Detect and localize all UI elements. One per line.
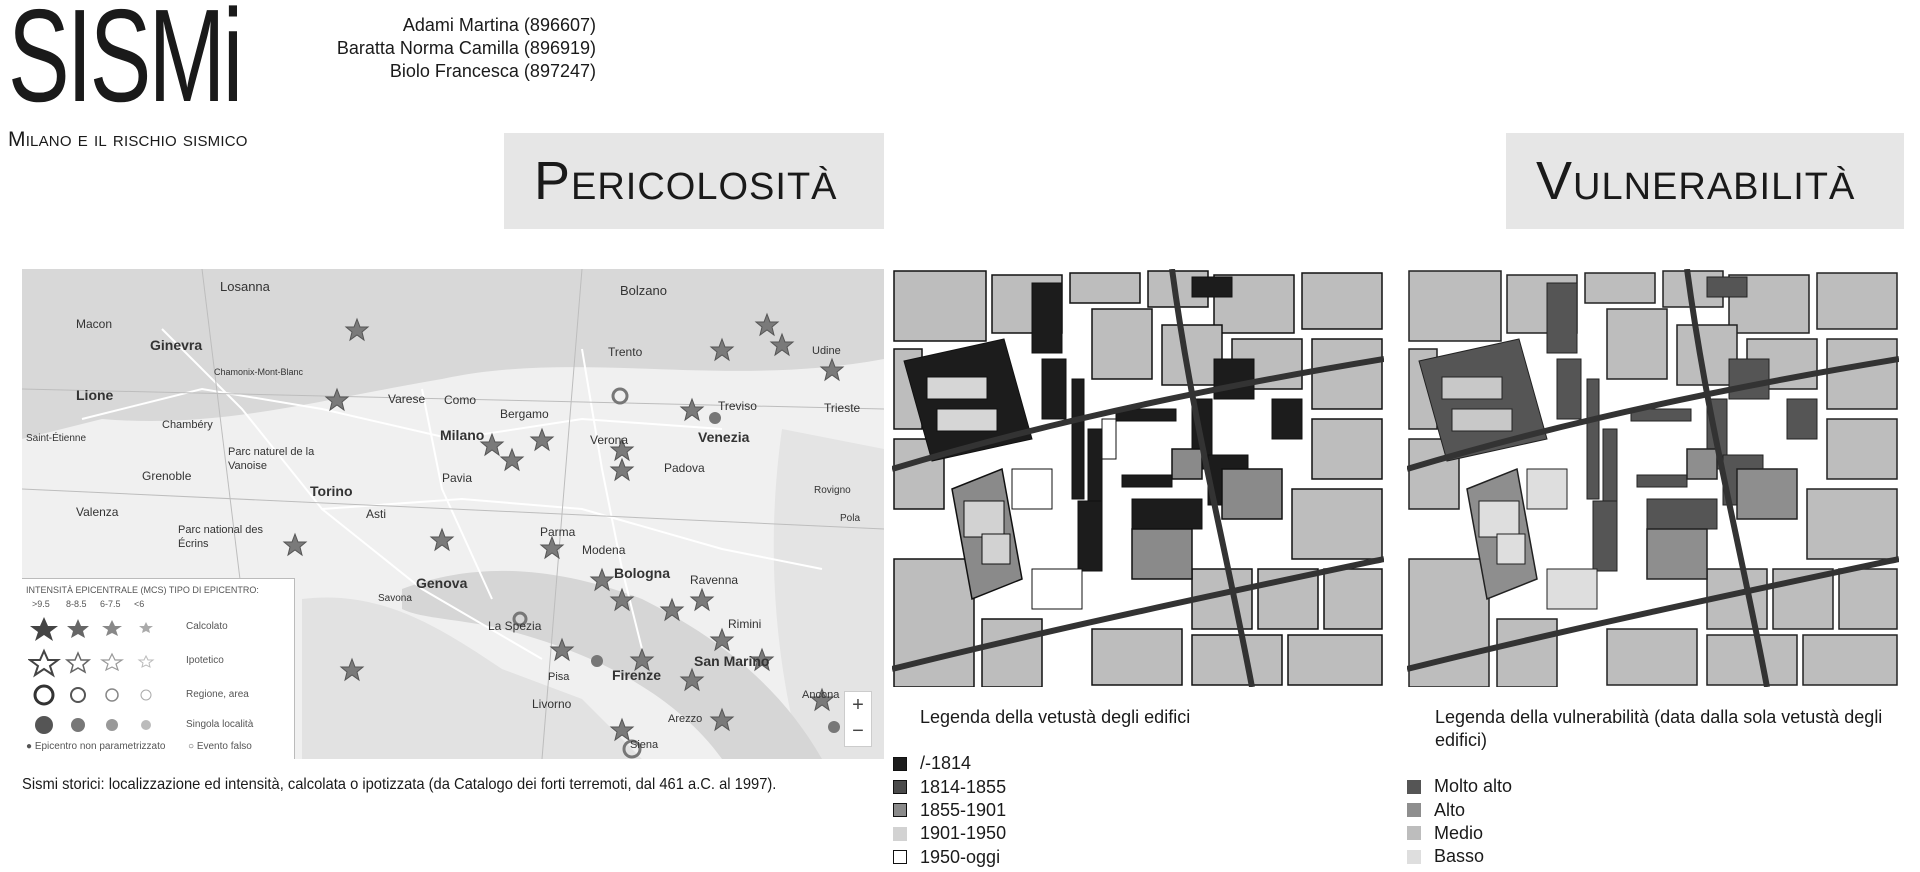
map-label-trento: Trento (608, 345, 643, 359)
zoom-out-button[interactable]: − (852, 720, 864, 742)
subtitle: Milano e il rischio sismico (8, 128, 248, 151)
map-label-la-spezia: La Spezia (488, 619, 542, 633)
author-2: Baratta Norma Camilla (896919) (336, 38, 596, 58)
age-legend-item (893, 846, 1006, 869)
map-label-modena: Modena (582, 543, 626, 557)
map-label-san-marino: San Marino (694, 653, 770, 669)
legend-type-localita: Singola località (186, 719, 254, 730)
vulnerability-map[interactable] (1407, 269, 1899, 687)
legend-type-ipotetico: Ipotetico (186, 655, 224, 666)
age-swatch-4 (893, 827, 907, 841)
age-swatch-1 (893, 757, 907, 771)
legend-class-1: >9.5 (32, 599, 50, 609)
map-label-verona: Verona (590, 433, 629, 447)
vuln-legend-item (1407, 822, 1512, 845)
map-label-padova: Padova (664, 461, 705, 475)
building-age-map[interactable] (892, 269, 1384, 687)
map-label-pavia: Pavia (442, 471, 473, 485)
legend-type-regione: Regione, area (186, 689, 249, 700)
age-legend-label: 1950-oggi (920, 846, 1001, 867)
age-legend-label: 1855-1901 (920, 799, 1007, 820)
section-title-vulnerability: Vulnerabilità (1506, 133, 1904, 229)
map-label-grenoble: Grenoble (142, 469, 192, 483)
vuln-legend-item (1407, 845, 1512, 868)
map-label-chamonix: Chamonix-Mont-Blanc (214, 367, 304, 377)
map-label-pola: Pola (840, 513, 861, 524)
logo: SISMi (8, 0, 241, 129)
vuln-legend-item (1407, 775, 1512, 798)
map-label-ancona: Ancona (802, 689, 840, 701)
building-age-map-canvas (892, 269, 1384, 687)
vulnerability-map-canvas (1407, 269, 1899, 687)
age-legend-label: 1814-1855 (920, 776, 1007, 797)
section-title-hazard: Pericolosità (504, 133, 884, 229)
map-label-bologna: Bologna (614, 565, 670, 581)
hazard-map[interactable] (22, 269, 884, 759)
map-label-bolzano: Bolzano (620, 283, 667, 298)
map-label-losanna: Losanna (220, 279, 270, 294)
age-swatch-5 (893, 850, 907, 864)
age-legend-item (893, 775, 1006, 798)
map-label-firenze: Firenze (612, 667, 662, 683)
authors-list (300, 14, 596, 83)
map-label-lione: Lione (76, 387, 114, 403)
age-legend-label: 1901-1950 (920, 823, 1007, 844)
map-label-bergamo: Bergamo (500, 407, 549, 421)
legend-type-calcolato: Calcolato (186, 621, 228, 632)
map-legend (22, 578, 295, 759)
age-legend-item (893, 799, 1006, 822)
map-label-varese: Varese (388, 392, 426, 406)
map-legend-header: INTENSITÀ EPICENTRALE (MCS) TIPO DI EPICENTRO: (26, 585, 259, 595)
vuln-legend-label: Alto (1434, 799, 1466, 820)
legend-class-4: <6 (134, 599, 145, 609)
age-legend-title: Legenda della vetustà degli edifici (920, 707, 1191, 727)
author-3: Biolo Francesca (897247) (389, 61, 596, 81)
author-1: Adami Martina (896607) (402, 15, 596, 35)
map-label-siena: Siena (630, 739, 659, 751)
vulnerability-legend-title: Legenda della vulnerabilità (data dalla sola vetustà degli edifici) (1435, 707, 1883, 750)
map-label-pisa: Pisa (548, 671, 570, 683)
vuln-legend-item (1407, 798, 1512, 821)
map-label-rimini: Rimini (728, 617, 762, 631)
age-legend-item (893, 822, 1006, 845)
map-label-livorno: Livorno (532, 697, 572, 711)
map-label-ecrins: Parc national des Écrins (178, 524, 263, 550)
legend-footer-right: ○ Evento falso (188, 741, 252, 752)
zoom-in-button[interactable]: + (852, 694, 864, 716)
map-label-saint-etienne: Saint-Étienne (26, 433, 87, 444)
map-label-valenza: Valenza (76, 505, 119, 519)
map-label-rovigno: Rovigno (814, 485, 851, 496)
map-label-chambery: Chambéry (162, 419, 213, 431)
map-label-ginevra: Ginevra (150, 337, 203, 353)
age-legend (893, 752, 1006, 869)
legend-class-3: 6-7.5 (100, 599, 121, 609)
map-label-torino: Torino (310, 483, 353, 499)
map-label-treviso: Treviso (718, 399, 757, 413)
vuln-legend-label: Basso (1434, 846, 1485, 867)
map-label-milano: Milano (440, 427, 485, 443)
map-label-udine: Udine (812, 345, 841, 357)
map-label-como: Como (444, 393, 477, 407)
legend-symbols (28, 613, 178, 743)
map-label-parma: Parma (540, 525, 576, 539)
map-label-savona: Savona (378, 593, 412, 604)
vuln-swatch-1 (1407, 780, 1421, 794)
vuln-legend-label: Medio (1434, 822, 1484, 843)
map-label-trieste: Trieste (824, 401, 861, 415)
vuln-swatch-3 (1407, 826, 1421, 840)
legend-footer-left: ● Epicentro non parametrizzato (26, 741, 166, 752)
hazard-map-caption: Sismi storici: localizzazione ed intensità, calcolata o ipotizzata (da Catalogo dei forti terremoti, dal 461 a.C. al 1997). (22, 776, 777, 793)
age-legend-item (893, 752, 1006, 775)
vuln-swatch-4 (1407, 850, 1421, 864)
map-label-genova: Genova (416, 575, 468, 591)
map-label-ravenna: Ravenna (690, 573, 739, 587)
vulnerability-legend (1407, 775, 1512, 869)
map-label-venezia: Venezia (698, 429, 750, 445)
map-label-asti: Asti (366, 507, 387, 521)
map-label-vanoise: Parc naturel de la Vanoise (228, 446, 315, 472)
map-label-macon: Macon (76, 317, 113, 331)
vuln-legend-label: Molto alto (1434, 776, 1513, 797)
age-swatch-3 (893, 803, 907, 817)
legend-class-2: 8-8.5 (66, 599, 87, 609)
map-label-arezzo: Arezzo (668, 713, 703, 725)
map-zoom-control[interactable] (844, 691, 872, 747)
vuln-swatch-2 (1407, 803, 1421, 817)
age-swatch-2 (893, 780, 907, 794)
age-legend-label: /-1814 (920, 753, 972, 774)
